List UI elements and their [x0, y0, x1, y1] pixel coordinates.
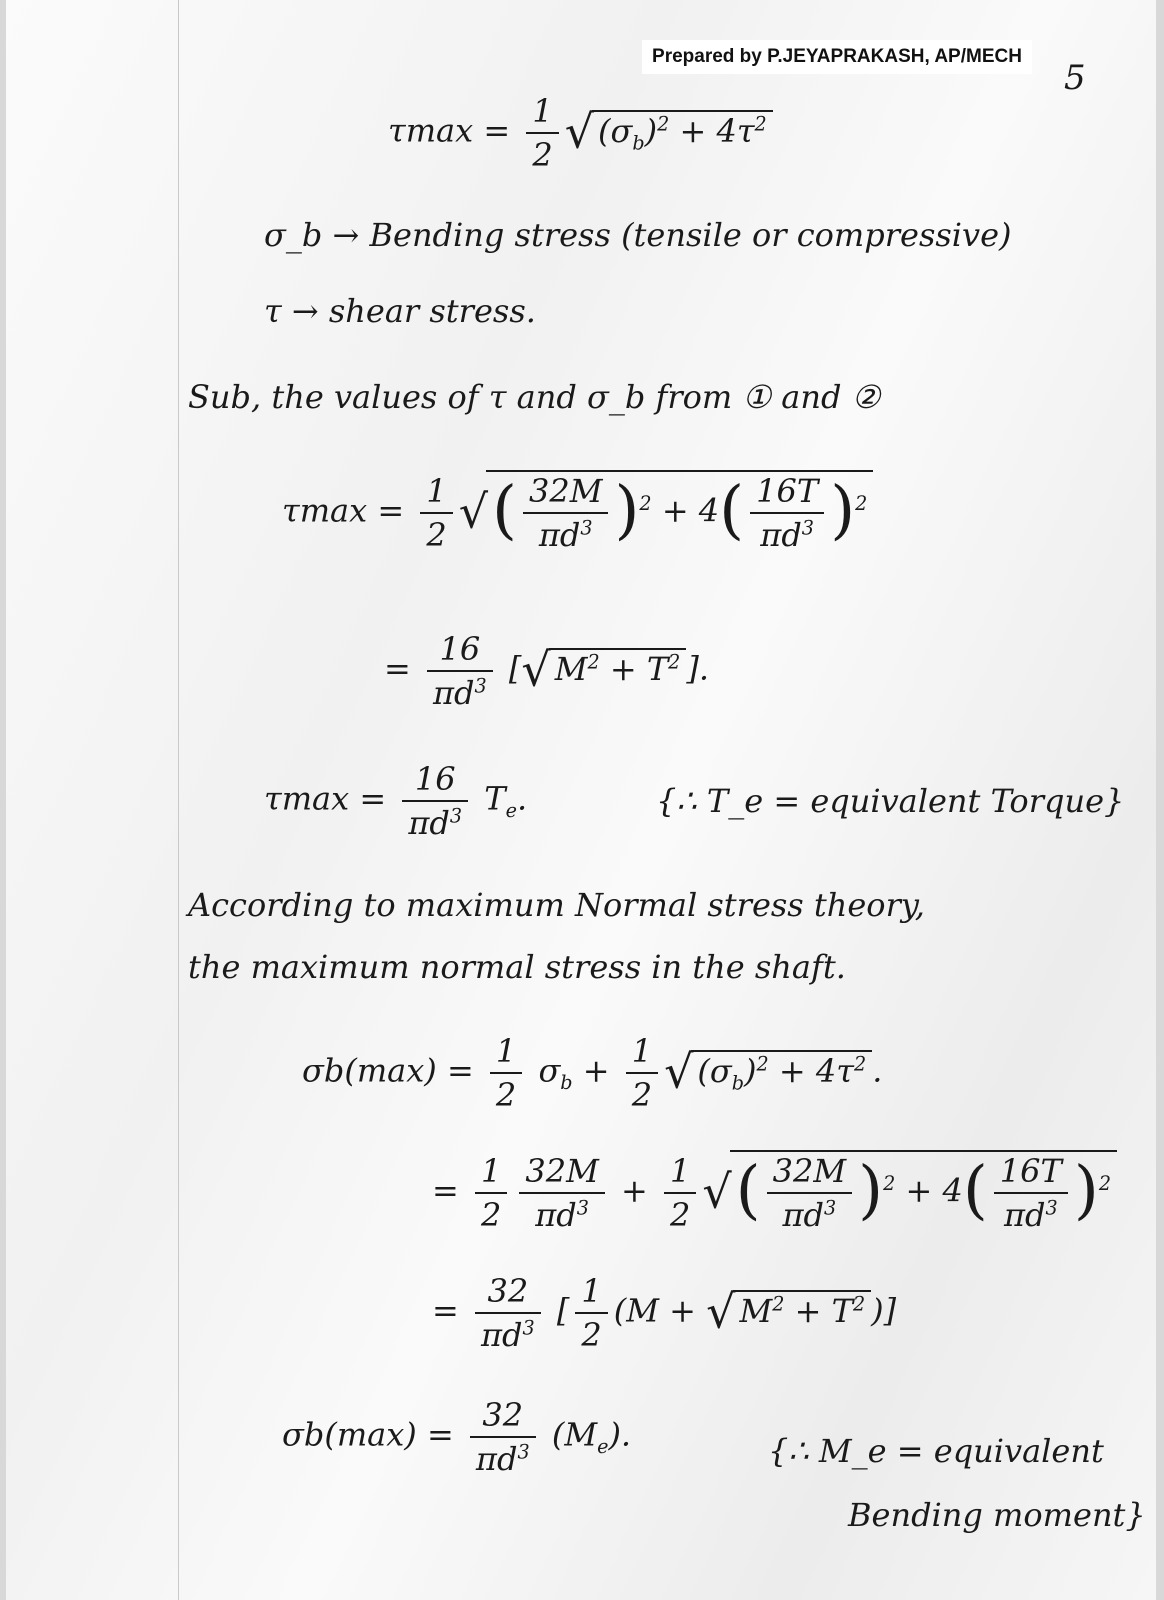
equation-tau-max-substituted: τmax = $\frac{1}{2}$ √( $\frac{32M}{\pi d^3}$ )$^2$ + 4( $\frac{16T}{\pi d^3}$ )$^2$: [282, 470, 873, 554]
eq4-lhs: τmax =: [264, 779, 387, 818]
bending-stress-definition: σ_b → Bending stress (tensile or compressive): [264, 216, 1012, 254]
prepared-by-header: Prepared by P.JEYAPRAKASH, AP/MECH: [642, 40, 1032, 74]
substitution-note: Sub, the values of τ and σ_b from ① and ②: [188, 378, 881, 416]
handwritten-page: [6, 0, 1156, 1600]
equation-tau-max-equivalent-torque: τmax = $\frac{16}{\pi d^3}$ $T_e$.: [264, 760, 528, 842]
eq1-lhs: τmax =: [388, 111, 511, 150]
eq2-lhs: τmax =: [282, 491, 405, 530]
bending-moment-note: Bending moment}: [848, 1496, 1146, 1534]
eq5-lhs: σb(max) =: [302, 1051, 474, 1090]
equivalent-moment-note: {∴ M_e = equivalent: [768, 1432, 1104, 1470]
equivalent-torque-note: {∴ T_e = equivalent Torque}: [656, 782, 1125, 820]
equation-sigma-b-max-general: σb(max) = $\frac{1}{2}$ $\sigma_b$ + $\frac{1}{2}$ √ $(\sigma_b)^2 + 4\tau^2$ .: [302, 1032, 883, 1114]
margin-line: [178, 0, 179, 1600]
shear-stress-definition: τ → shear stress.: [264, 292, 536, 330]
equation-tau-max-simplified: = $\frac{16}{\pi d^3}$ [√ $M^2 + T^2$ ].: [384, 630, 710, 712]
max-normal-stress-line: the maximum normal stress in the shaft.: [188, 948, 846, 986]
equation-sigma-b-max-equivalent-moment: σb(max) = $\frac{32}{\pi d^3}$ $(M_e)$.: [282, 1396, 632, 1478]
page-number: 5: [1064, 58, 1086, 98]
equation-sigma-b-max-simplified: = $\frac{32}{\pi d^3}$ [ $\frac{1}{2}$ (M + √ $M^2 + T^2$ )]: [432, 1272, 897, 1354]
equation-sigma-b-max-substituted: = $\frac{1}{2}$ $\frac{32M}{\pi d^3}$ + $\frac{1}{2}$ √( $\frac{32M}{\pi d^3}$ )$^2$ + 4( $\frac{16T}{\pi d^3}$ )$^2$: [432, 1150, 1117, 1234]
equation-tau-max-general: τmax = $\frac{1}{2}$ √ $(\sigma_b)^2 + 4\tau^2$: [388, 92, 773, 174]
max-normal-stress-theory-line: According to maximum Normal stress theory,: [188, 886, 925, 924]
eq8-lhs: σb(max) =: [282, 1415, 454, 1454]
